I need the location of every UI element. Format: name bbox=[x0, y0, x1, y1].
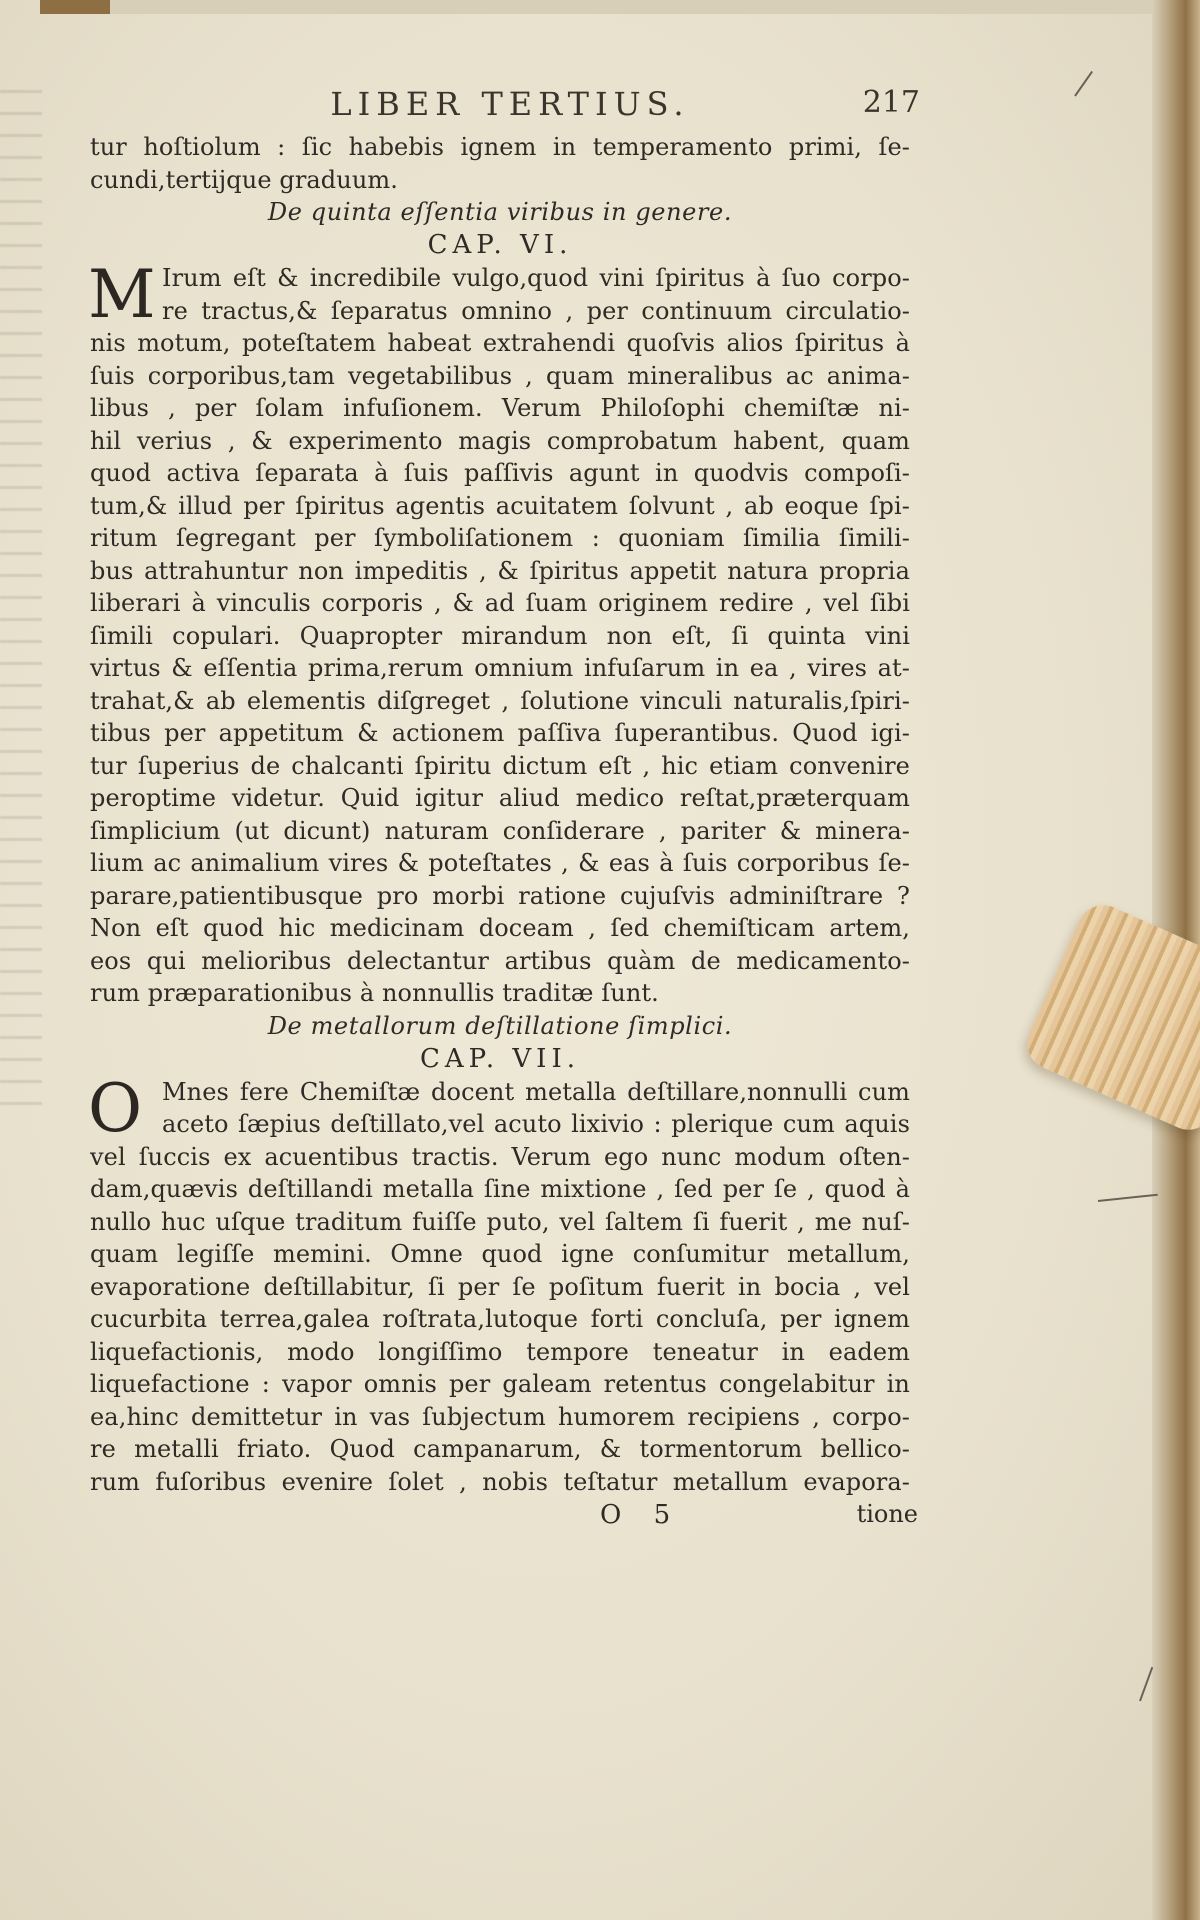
text-block bbox=[88, 85, 920, 1540]
chapter-7-number: CAP. VII. bbox=[419, 1043, 580, 1074]
text-line: ea,hinc demittetur in vas ſubjectum humorem recipiens , corpo- bbox=[90, 1402, 910, 1431]
text-line: tum,& illud per ſpiritus agentis acuitatem ſolvunt , ab eoque ſpi- bbox=[90, 491, 910, 520]
text-line: eos qui melioribus delectantur artibus quàm de medicamento- bbox=[90, 946, 910, 975]
text-line: re metalli friato. Quod campanarum, & tormentorum bellico- bbox=[90, 1435, 910, 1463]
catchword: tione bbox=[856, 1500, 918, 1528]
text-line: peroptime videtur. Quid igitur aliud medico reſtat,præterquam bbox=[90, 784, 910, 812]
text-line: lium ac animalium vires & poteſtates , & eas à ſuis corporibus ſe- bbox=[90, 849, 910, 877]
book-title: LIBER TERTIUS. bbox=[330, 85, 690, 123]
text-line: liberari à vinculis corporis , & ad ſuam originem redire , vel ſibi bbox=[90, 589, 910, 617]
text-line: rum fuſoribus evenire ſolet , nobis teſtatur metallum evapora- bbox=[90, 1467, 910, 1496]
signature-mark: O 5 bbox=[600, 1500, 683, 1530]
text-line: vel ſuccis ex acuentibus tractis. Verum ego nunc modum oſten- bbox=[90, 1142, 910, 1171]
dropcap-m: M bbox=[88, 256, 156, 333]
text-line: tibus per appetitum & actionem paſſiva ſuperantibus. Quod igi- bbox=[90, 719, 910, 747]
text-line: quam legiſſe memini. Omne quod igne conſumitur metallum, bbox=[90, 1240, 910, 1268]
running-head bbox=[90, 85, 920, 131]
text-line: liquefactione : vapor omnis per galeam retentus congelabitur in bbox=[90, 1370, 910, 1398]
text-line: trahat,& ab elementis diſgreget , ſolutione vinculi naturalis,ſpiri- bbox=[90, 686, 910, 715]
wooden-page-holder bbox=[1019, 897, 1200, 1138]
text-line: quod activa ſeparata à ſuis paſſivis agunt in quodvis compoſi- bbox=[90, 459, 910, 487]
text-line: ritum ſegregant per ſymboliſationem : quoniam ſimilia ſimili- bbox=[90, 524, 910, 552]
margin-mark bbox=[1098, 1194, 1158, 1202]
text-line: ſimili copulari. Quapropter mirandum non eſt, ſi quinta vini bbox=[90, 621, 910, 650]
margin-mark bbox=[1074, 71, 1093, 97]
text-line: aceto ſæpius deſtillato,vel acuto lixivio : plerique cum aquis bbox=[162, 1110, 910, 1138]
facing-page-bleed bbox=[0, 90, 42, 1110]
text-line: re tractus,& ſeparatus omnino , per continuum circulatio- bbox=[162, 296, 910, 325]
text-line: evaporatione deſtillabitur, ſi per ſe poſitum fuerit in bocia , vel bbox=[90, 1272, 910, 1301]
text-line: ſuis corporibus,tam vegetabilibus , quam mineralibus ac anima- bbox=[90, 361, 910, 390]
text-line: rum præparationibus à nonnullis traditæ ſunt. bbox=[90, 979, 659, 1007]
text-line: libus , per ſolam infuſionem. Verum Philoſophi chemiſtæ ni- bbox=[90, 394, 910, 422]
text-line: Mnes fere Chemiſtæ docent metalla deſtillare,nonnulli cum bbox=[162, 1077, 910, 1106]
page-footer bbox=[90, 1500, 918, 1540]
text-line: ſimplicium (ut dicunt) naturam conſiderare , pariter & minera- bbox=[90, 816, 910, 845]
text-line: tur ſuperius de chalcanti ſpiritu dictum eſt , hic etiam convenire bbox=[90, 751, 910, 780]
chapter-6-title: De quinta eſſentia viribus in genere. bbox=[267, 198, 733, 226]
dropcap-o: O bbox=[88, 1069, 143, 1147]
page-top-edge bbox=[40, 0, 1160, 14]
text-line: nullo huc uſque traditum fuiſſe puto, vel ſaltem ſi fuerit , me nuſ- bbox=[90, 1207, 910, 1236]
text-line: Non eſt quod hic medicinam doceam , ſed chemiſticam artem, bbox=[90, 914, 910, 942]
text-line: hil verius , & experimento magis comprobatum habent, quam bbox=[90, 426, 910, 455]
text-line: dam,quævis deſtillandi metalla ſine mixtione , ſed per ſe , quod à bbox=[90, 1175, 910, 1203]
intro-lines bbox=[90, 131, 910, 196]
text-line: Irum eſt & incredibile vulgo,quod vini ſpiritus à ſuo corpo- bbox=[162, 264, 910, 292]
text-line: cucurbita terrea,galea roſtrata,lutoque forti concluſa, per ignem bbox=[90, 1305, 910, 1333]
text-line: cundi,tertijque graduum. bbox=[90, 165, 398, 194]
text-line: liquefactionis, modo longiſſimo tempore teneatur in eadem bbox=[90, 1337, 910, 1366]
page-number: 217 bbox=[862, 85, 920, 120]
text-line: bus attrahuntur non impeditis , & ſpiritus appetit natura propria bbox=[90, 556, 910, 585]
chapter-6-paragraph bbox=[88, 256, 910, 1010]
text-line: tur hoſtiolum : ſic habebis ignem in temperamento primi, ſe- bbox=[90, 133, 910, 161]
text-line: virtus & eſſentia prima,rerum omnium infuſarum in ea , vires at- bbox=[90, 654, 910, 682]
text-line: nis motum, poteſtatem habeat extrahendi quoſvis alios ſpiritus à bbox=[90, 329, 910, 357]
chapter-7-paragraph bbox=[88, 1069, 910, 1499]
chapter-7-title: De metallorum deſtillatione ſimplici. bbox=[267, 1011, 733, 1040]
chapter-6-number: CAP. VI. bbox=[427, 230, 573, 260]
text-line: parare,patientibusque pro morbi ratione cujuſvis adminiſtrare ? bbox=[90, 881, 910, 910]
